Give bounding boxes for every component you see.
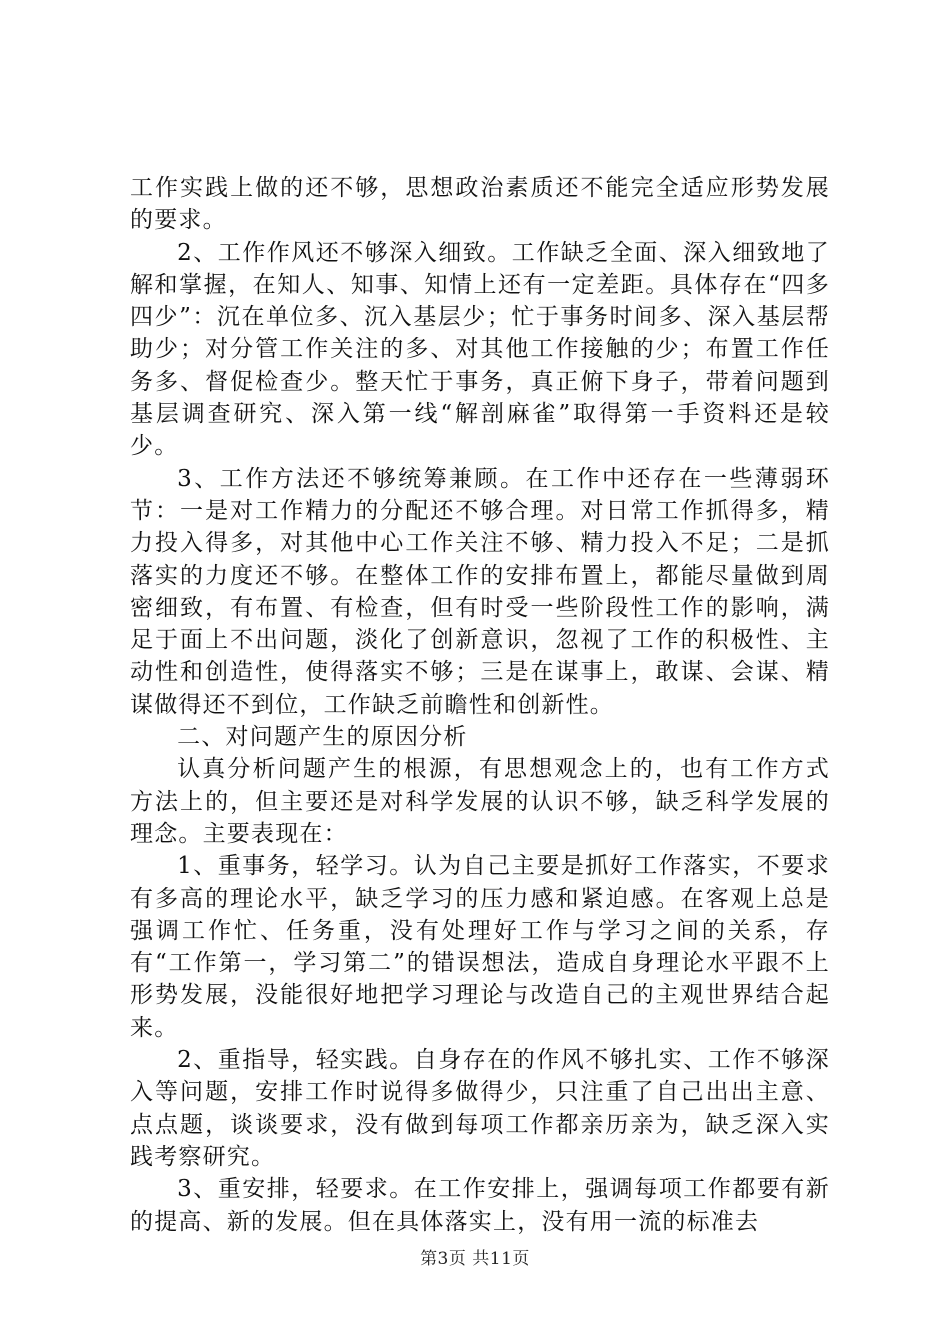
- paragraph-cause-2: 2、重指导，轻实践。自身存在的作风不够扎实、工作不够深入等问题，安排工作时说得多做得少，只注重了自己出出主意、点点题，谈谈要求，没有做到每项工作都亲历亲为，缺乏深入实践考察研究。: [130, 1047, 830, 1170]
- section-heading-cause-analysis: 二、对问题产生的原因分析: [177, 724, 468, 751]
- paragraph-continuation: 工作实践上做的还不够，思想政治素质还不能完全适应形势发展的要求。: [130, 175, 830, 234]
- document-body: [130, 172, 830, 1238]
- paragraph-cause-1: 1、重事务，轻学习。认为自己主要是抓好工作落实，不要求有多高的理论水平，缺乏学习的压力感和紧迫感。在客观上总是强调工作忙、任务重，没有处理好工作与学习之间的关系，存有“工作第一，学习第二”的错误想法，造成自身理论水平跟不上形势发展，没能很好地把学习理论与改造自己的主观世界结合起来。: [130, 853, 830, 1041]
- paragraph-root-cause-intro: 认真分析问题产生的根源，有思想观念上的，也有工作方式方法上的，但主要还是对科学发展的认识不够，缺乏科学发展的理念。主要表现在：: [130, 756, 830, 847]
- paragraph-work-style: 2、工作作风还不够深入细致。工作缺乏全面、深入细致地了解和掌握，在知人、知事、知情上还有一定差距。具体存在“四多四少”：沉在单位多、沉入基层少；忙于事务时间多、深入基层帮助少；对分管工作关注的多、对其他工作接触的少；布置工作任务多、督促检查少。整天忙于事务，真正俯下身子，带着问题到基层调查研究、深入第一线“解剖麻雀”取得第一手资料还是较少。: [130, 239, 830, 460]
- paragraph-cause-3: 3、重安排，轻要求。在工作安排上，强调每项工作都要有新的提高、新的发展。但在具体落实上，没有用一流的标准去: [130, 1176, 830, 1235]
- page-number-footer: 第3页 共11页: [420, 1249, 530, 1269]
- paragraph-work-method: 3、工作方法还不够统筹兼顾。在工作中还存在一些薄弱环节：一是对工作精力的分配还不够合理。对日常工作抓得多，精力投入得多，对其他中心工作关注不够、精力投入不足；二是抓落实的力度还不够。在整体工作的安排布置上，都能尽量做到周密细致，有布置、有检查，但有时受一些阶段性工作的影响，满足于面上不出问题，淡化了创新意识，忽视了工作的积极性、主动性和创造性，使得落实不够；三是在谋事上，敢谋、会谋、精谋做得还不到位，工作缺乏前瞻性和创新性。: [130, 465, 830, 718]
